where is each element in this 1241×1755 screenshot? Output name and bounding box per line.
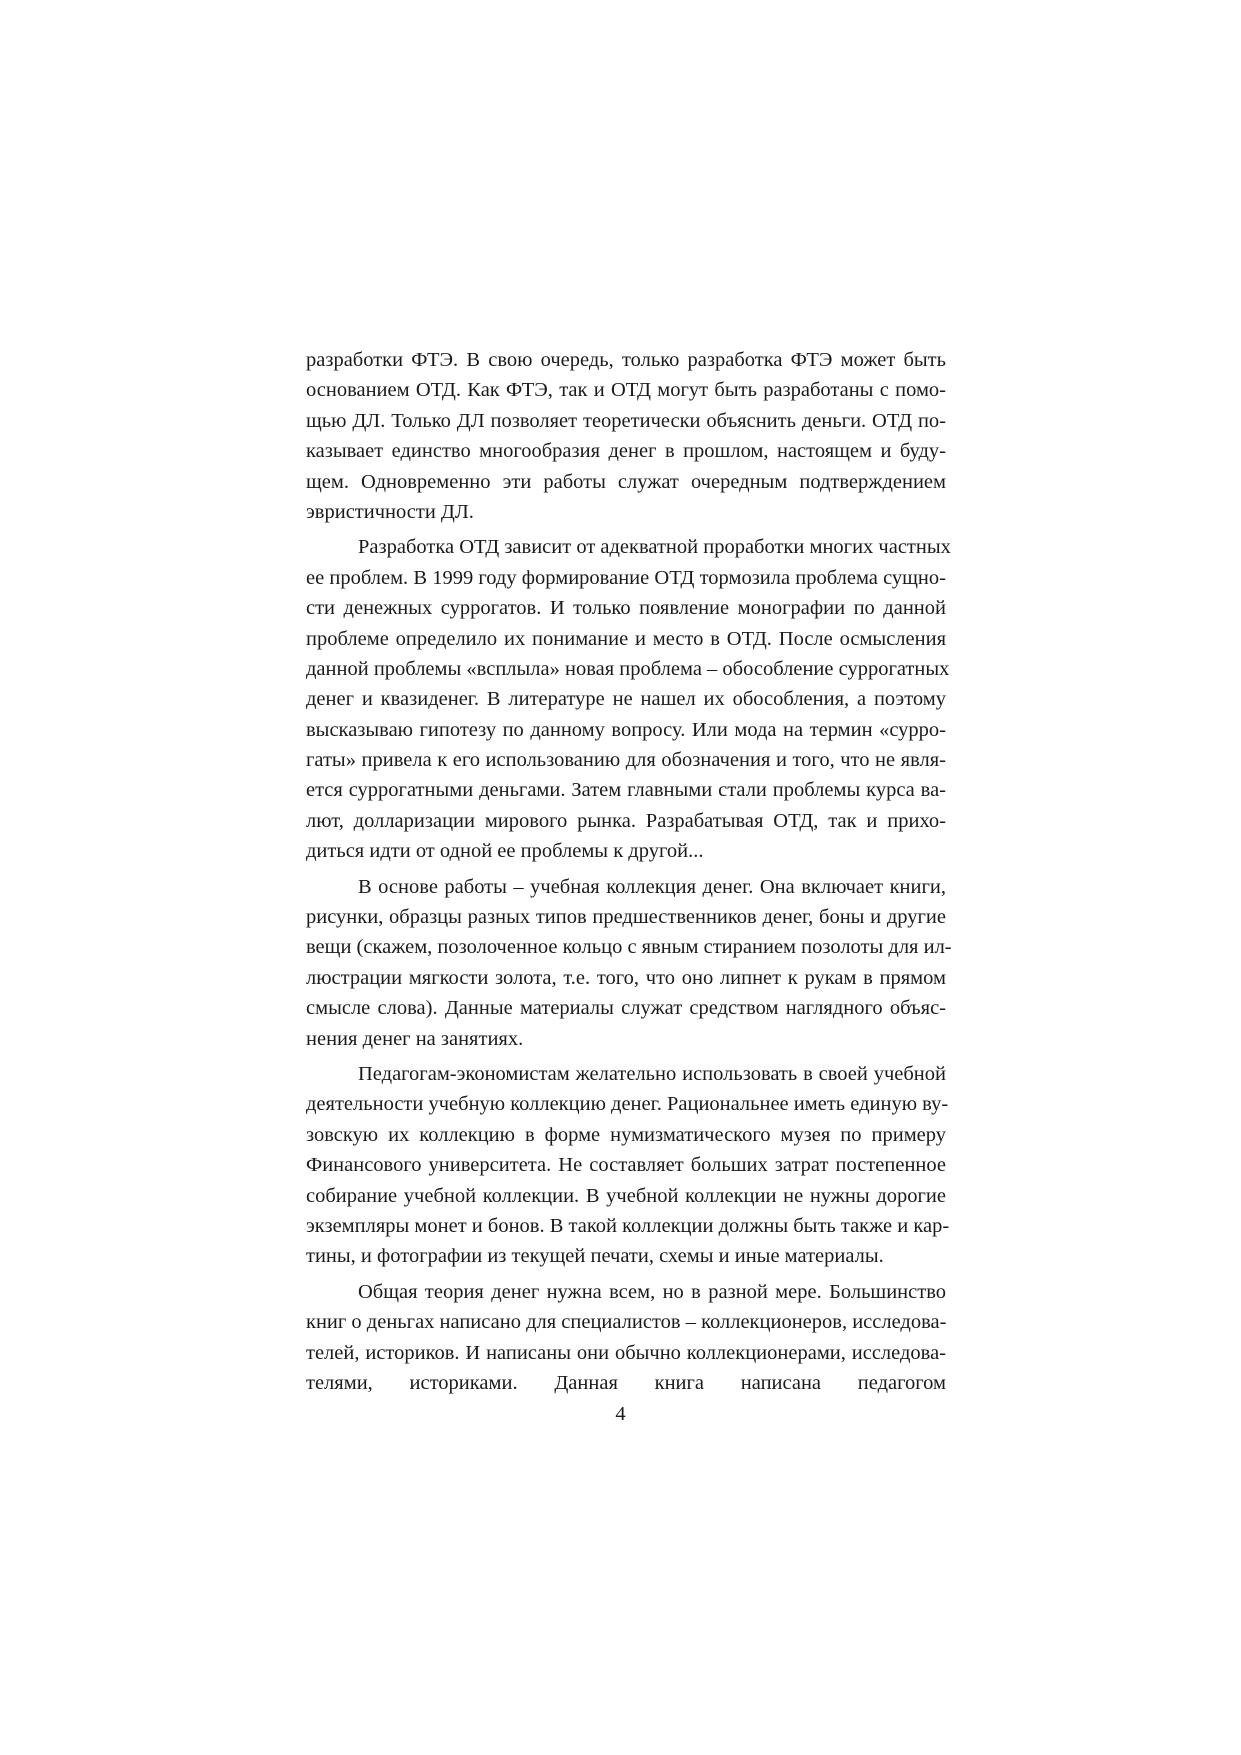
text-line: зовскую их коллекцию в форме нумизматического музея по примеру (306, 1123, 946, 1146)
text-line: В основе работы – учебная коллекция денег. Она включает книги, (358, 875, 946, 898)
text-line: гаты» привела к его использованию для обозначения и того, что не явля- (306, 749, 946, 772)
page-number: 4 (615, 1403, 626, 1425)
text-line: лют, долларизации мирового рынка. Разрабатывая ОТД, так и прихо- (306, 809, 946, 832)
text-line: нения денег на занятиях. (306, 1027, 524, 1050)
text-line: собирание учебной коллекции. В учебной коллекции не нужны дорогие (306, 1184, 946, 1207)
text-line: телями, историками. Данная книга написана педагогом (306, 1371, 946, 1394)
text-line: проблеме определило их понимание и место в ОТД. После осмысления (306, 627, 946, 650)
text-line: казывает единство многообразия денег в прошлом, настоящем и буду- (306, 440, 946, 463)
paragraph (306, 872, 952, 1054)
text-line: смысле слова). Данные материалы служат средством наглядного объяс- (306, 997, 946, 1020)
text-line: ее проблем. В 1999 году формирование ОТД тормозила проблема сущно- (306, 566, 946, 589)
text-line: телей, историков. И написаны они обычно коллекционерами, исследова- (306, 1341, 946, 1364)
text-line: сти денежных суррогатов. И только появление монографии по данной (306, 597, 946, 620)
text-line: Финансового университета. Не составляет больших затрат постепенное (306, 1154, 946, 1177)
text-line: деятельности учебную коллекцию денег. Рациональнее иметь единую ву- (306, 1093, 949, 1116)
text-line: эвристичности ДЛ. (306, 500, 474, 523)
text-line: разработки ФТЭ. В свою очередь, только разработка ФТЭ может быть (306, 349, 946, 371)
text-line: тины, и фотографии из текущей печати, схемы и иные материалы. (306, 1245, 884, 1268)
text-line: диться идти от одной ее проблемы к другой... (306, 840, 704, 863)
text-line: ется суррогатными деньгами. Затем главными стали проблемы курса ва- (306, 779, 946, 802)
text-line: щью ДЛ. Только ДЛ позволяет теоретически объяснить деньги. ОТД по- (306, 409, 946, 432)
paragraph (306, 532, 951, 866)
text-line: вещи (скажем, позолоченное кольцо с явным стиранием позолоты для ил- (306, 936, 952, 959)
text-line: экземпляры монет и бонов. В такой коллекции должны быть также и кар- (306, 1214, 950, 1237)
text-line: рисунки, образцы разных типов предшественников денег, боны и другие (306, 906, 946, 929)
text-line: денег и квазиденег. В литературе не нашел их обособления, а поэтому (306, 688, 946, 711)
text-line: основанием ОТД. Как ФТЭ, так и ОТД могут быть разработаны с помо- (306, 379, 946, 402)
body-text (306, 345, 952, 1398)
paragraph (306, 345, 946, 527)
text-line: щем. Одновременно эти работы служат очередным подтверждением (306, 470, 946, 493)
paragraph (306, 1277, 946, 1399)
text-line: данной проблемы «всплыла» новая проблема – обособление суррогатных (306, 657, 950, 680)
text-line: книг о деньгах написано для специалистов – коллекционеров, исследова- (306, 1311, 947, 1334)
text-line: Разработка ОТД зависит от адекватной проработки многих частных (358, 536, 951, 559)
text-line: люстрации мягкости золота, т.е. того, что оно липнет к рукам в прямом (306, 966, 946, 989)
paragraph (306, 1059, 950, 1272)
text-line: высказываю гипотезу по данному вопросу. Или мода на термин «сурро- (306, 718, 946, 741)
text-line: Педагогам-экономистам желательно использовать в своей учебной (358, 1062, 946, 1085)
text-line: Общая теория денег нужна всем, но в разной мере. Большинство (358, 1280, 946, 1303)
